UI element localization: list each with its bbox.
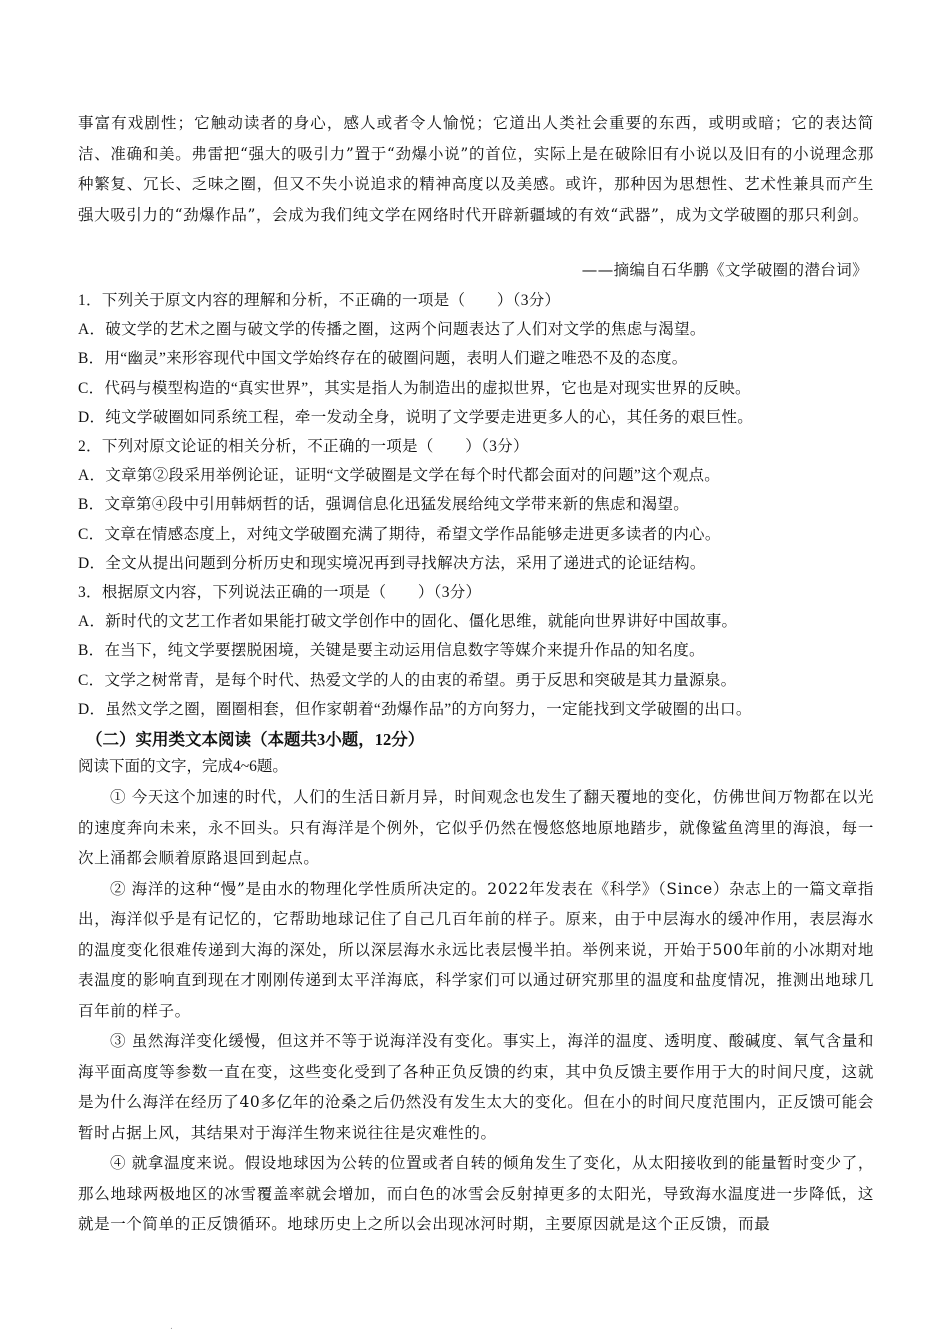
lead-in: 阅读下面的文字，完成4~6题。 [78, 758, 288, 775]
question-3: 3．根据原文内容，下列说法正确的一项是（ ）（3分） [78, 584, 482, 602]
question-2: 2．下列对原文论证的相关分析，不正确的一项是（ ）（3分） [78, 438, 529, 456]
question-1: 1．下列关于原文内容的理解和分析，不正确的一项是（ ）（3分） [78, 292, 561, 309]
q2-option-a: A．文章第②段采用举例论证，证明“文学破圈是文学在每个时代都会面对的问题”这个观点。 [78, 467, 721, 485]
q2-option-c: C．文章在情感态度上，对纯文学破圈充满了期待，希望文学作品能够走进更多读者的内心。 [78, 525, 721, 543]
question-list [78, 286, 874, 724]
footer-mark: . [170, 1322, 173, 1332]
q3-option-b: B．在当下，纯文学要摆脱困境，关键是要主动运用信息数字等媒介来提升作品的知名度。 [78, 642, 705, 660]
top-paragraph-text: 事富有戏剧性；它触动读者的身心，感人或者令人愉悦；它道出人类社会重要的东西，或明或暗；它的表达简洁、准确和美。弗雷把“强大的吸引力”置于“劲爆小说”的首位，实际上是在破除旧有小说以及旧有的小说理念那种繁复、冗长、乏味之圈，但又不失小说追求的精神高度以及美感。或许，那种因为思想性、艺术性兼具而产生强大吸引力的“劲爆作品”，会成为我们纯文学在网络时代开辟新疆域的有效“武器”，成为文学破圈的那只利剑。 [78, 114, 874, 224]
q3-option-c: C．文学之树常青，是每个时代、热爱文学的人的由衷的希望。勇于反思和突破是其力量源泉。 [78, 671, 737, 689]
q3-option-d: D．虽然文学之圈，圈圈相套，但作家朝着“劲爆作品”的方向努力，一定能找到文学破圈的出口。 [78, 700, 752, 718]
q1-option-c: C．代码与模型构造的“真实世界”，其实是指人为制造出的虚拟世界，它也是对现实世界的反映。 [78, 379, 751, 397]
passage-paragraph-3: ③ 虽然海洋变化缓慢，但这并不等于说海洋没有变化。事实上，海洋的温度、透明度、酸碱度、氧气含量和海平面高度等参数一直在变，这些变化受到了各种正负反馈的约束，其中负反馈主要作用于大的时间尺度，这就是为什么海洋在经历了40多亿年的沧桑之后仍然没有发生太大的变化。但在小的时间尺度范围内，正反馈可能会暂时占据上风，其结果对于海洋生物来说往往是灾难性的。 [78, 1032, 874, 1142]
passage-paragraph-2: ② 海洋的这种“慢”是由水的物理化学性质所决定的。2022年发表在《科学》（Since）杂志上的一篇文章指出，海洋似乎是有记忆的，它帮助地球记住了自己几百年前的样子。原来，由于中层海水的缓冲作用，表层海水的温度变化很难传递到大海的深处，所以深层海水永远比表层慢半拍。举例来说，开始于500年前的小冰期对地表温度的影响直到现在才刚刚传递到太平洋海底，科学家们可以通过研究那里的温度和盐度情况，推测出地球几百年前的样子。 [78, 879, 874, 1020]
q2-option-d: D．全文从提出问题到分析历史和现实境况再到寻找解决方法，采用了递进式的论证结构。 [78, 554, 706, 572]
passage-paragraph-1: ① 今天这个加速的时代，人们的生活日新月异，时间观念也发生了翻天覆地的变化，仿佛世间万物都在以光的速度奔向未来，永不回头。只有海洋是个例外，它似乎仍然在慢悠悠地原地踏步，就像鲨鱼湾里的海浪，每一次上涌都会顺着原路退回到起点。 [78, 788, 874, 867]
q1-option-b: B．用“幽灵”来形容现代中国文学始终存在的破圈问题，表明人们避之唯恐不及的态度。 [78, 350, 688, 368]
passage-paragraph-4: ④ 就拿温度来说。假设地球因为公转的位置或者自转的倾角发生了变化，从太阳接收到的能量暂时变少了，那么地球两极地区的冰雪覆盖率就会增加，而白色的冰雪会反射掉更多的太阳光，导致海水温度进一步降低，这就是一个简单的正反馈循环。地球历史上之所以会出现冰河时期，主要原因就是这个正反馈，而最 [78, 1154, 874, 1233]
top-paragraph [78, 108, 874, 230]
q1-option-a: A．破文学的艺术之圈与破文学的传播之圈，这两个问题表达了人们对文学的焦虑与渴望。 [78, 321, 706, 339]
source-citation: ——摘编自石华鹏《文学破圈的潜台词》 [581, 261, 868, 279]
reading-passage [78, 782, 874, 1240]
q1-option-d: D．纯文学破圈如同系统工程，牵一发动全身，说明了文学要走进更多人的心，其任务的艰巨性。 [78, 408, 754, 426]
q2-option-b: B．文章第④段中引用韩炳哲的话，强调信息化迅猛发展给纯文学带来新的焦虑和渴望。 [78, 496, 690, 514]
q3-option-a: A．新时代的文艺工作者如果能打破文学创作中的固化、僵化思维，就能向世界讲好中国故事。 [78, 613, 738, 631]
section-title: （二）实用类文本阅读（本题共3小题，12分） [86, 730, 425, 749]
